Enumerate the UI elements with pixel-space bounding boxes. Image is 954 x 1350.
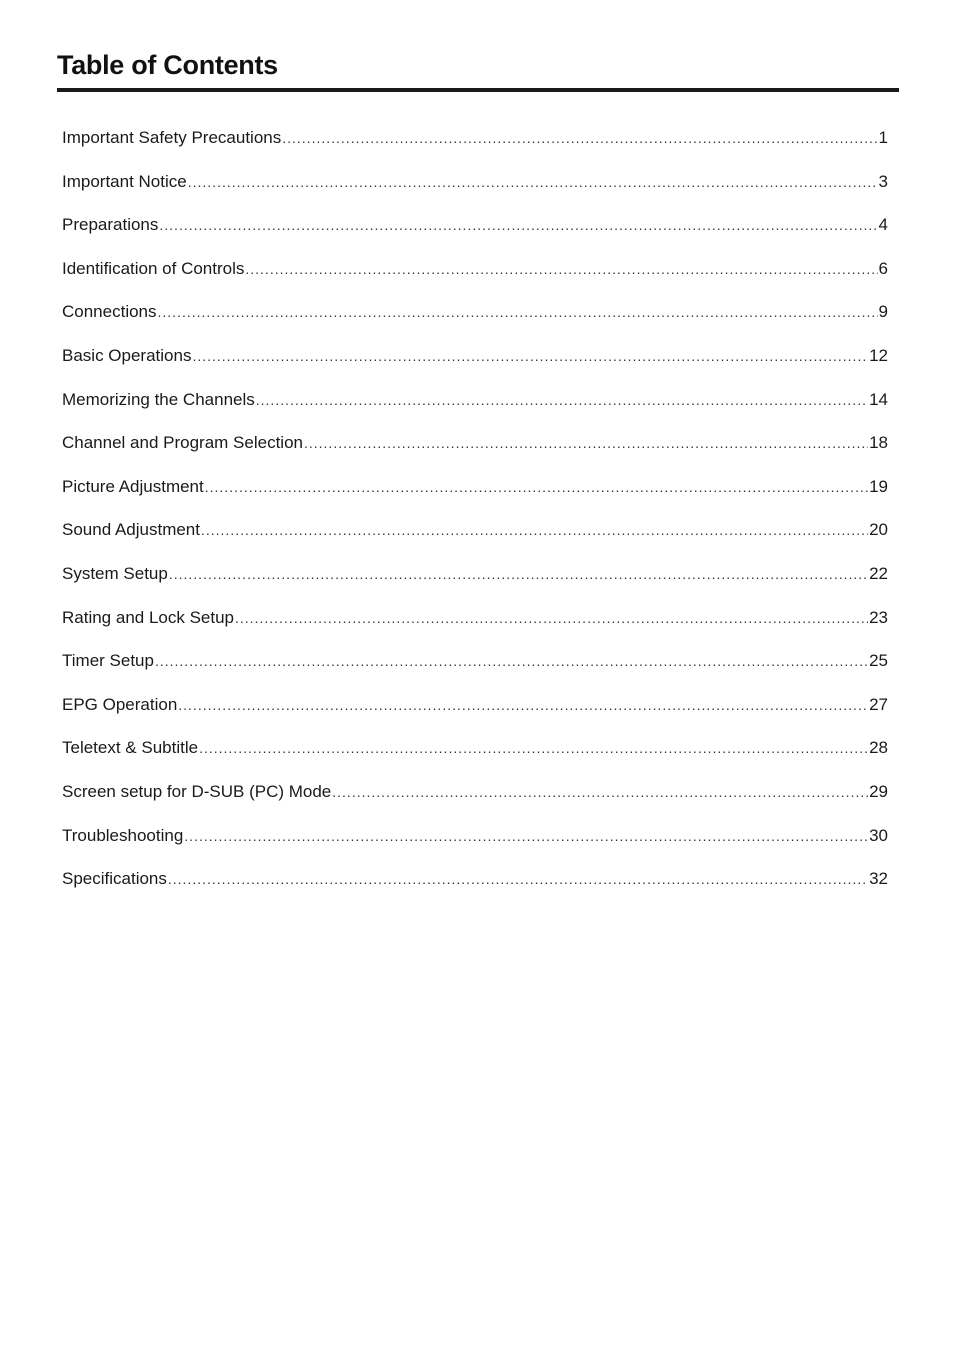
toc-entry-label: Channel and Program Selection [62, 433, 303, 453]
toc-entry-label: Screen setup for D-SUB (PC) Mode [62, 781, 332, 801]
toc-entry [62, 473, 888, 517]
toc-dot-leader [245, 255, 877, 283]
toc-entry [62, 822, 888, 866]
toc-dot-leader [256, 386, 868, 414]
toc-entry-page: 9 [878, 302, 888, 322]
toc-entry [62, 386, 888, 430]
toc-entry-label: Timer Setup [62, 651, 154, 671]
toc-dot-leader [168, 865, 868, 893]
toc-entry [62, 298, 888, 342]
toc-entry-label: Picture Adjustment [62, 476, 204, 496]
toc-entry-page: 14 [869, 389, 888, 409]
toc-entry-page: 1 [878, 128, 888, 147]
toc-entry-page: 22 [869, 563, 888, 583]
toc-entry-label: Troubleshooting [62, 825, 184, 845]
toc-entry-label: Preparations [62, 215, 159, 235]
toc-entry [62, 255, 888, 299]
toc-entry [62, 124, 888, 168]
toc-entry [62, 734, 888, 778]
title-divider [57, 88, 899, 92]
toc-dot-leader [199, 734, 868, 762]
toc-entry-label: Specifications [62, 869, 167, 889]
toc-entry-page: 20 [869, 520, 888, 540]
toc-dot-leader [282, 124, 877, 152]
toc-dot-leader [169, 560, 868, 588]
toc-entry-label: Memorizing the Channels [62, 389, 255, 409]
toc-dot-leader [188, 168, 878, 196]
toc-dot-leader [192, 342, 868, 370]
toc-dot-leader [201, 516, 868, 544]
toc-entry [62, 516, 888, 560]
toc-dot-leader [159, 211, 877, 239]
toc-entry-label: Important Safety Precautions [62, 128, 282, 147]
toc-dot-leader [235, 604, 868, 632]
toc-entry-label: Rating and Lock Setup [62, 607, 235, 627]
toc-entry-page: 4 [878, 215, 888, 235]
toc-entry-label: EPG Operation [62, 694, 178, 714]
toc-dot-leader [332, 778, 868, 806]
toc-entry [62, 429, 888, 473]
toc-entry-page: 23 [869, 607, 888, 627]
toc-entry-page: 6 [878, 258, 888, 278]
toc-entry [62, 211, 888, 255]
toc-entry-page: 32 [869, 869, 888, 889]
page-title: Table of Contents [57, 50, 278, 80]
toc-entry [62, 604, 888, 648]
toc-entry-label: Basic Operations [62, 345, 192, 365]
toc-entry-page: 19 [869, 476, 888, 496]
toc-entry-label: Important Notice [62, 171, 187, 191]
toc-entry-label: Identification of Controls [62, 258, 245, 278]
toc-entry-label: Connections [62, 302, 157, 322]
toc-entry-label: Sound Adjustment [62, 520, 200, 540]
toc-entry [62, 691, 888, 735]
toc-dot-leader [158, 298, 878, 326]
toc-entry-page: 25 [869, 651, 888, 671]
toc-entry [62, 647, 888, 691]
toc-dot-leader [304, 429, 868, 457]
toc-entry [62, 778, 888, 822]
toc-entry [62, 560, 888, 604]
toc-entry-page: 18 [869, 433, 888, 453]
toc-entry [62, 168, 888, 212]
toc-entry [62, 342, 888, 386]
toc-entry-label: System Setup [62, 563, 168, 583]
toc-entry-page: 3 [878, 171, 888, 191]
toc-list [62, 124, 888, 909]
toc-entry-label: Teletext & Subtitle [62, 738, 199, 758]
toc-entry-page: 30 [869, 825, 888, 845]
toc-dot-leader [155, 647, 868, 675]
toc-entry-page: 29 [869, 781, 888, 801]
toc-entry-page: 28 [869, 738, 888, 758]
toc-dot-leader [184, 822, 868, 850]
toc-dot-leader [178, 691, 868, 719]
toc-entry [62, 865, 888, 909]
toc-dot-leader [205, 473, 868, 501]
toc-entry-page: 27 [869, 694, 888, 714]
toc-entry-page: 12 [869, 345, 888, 365]
